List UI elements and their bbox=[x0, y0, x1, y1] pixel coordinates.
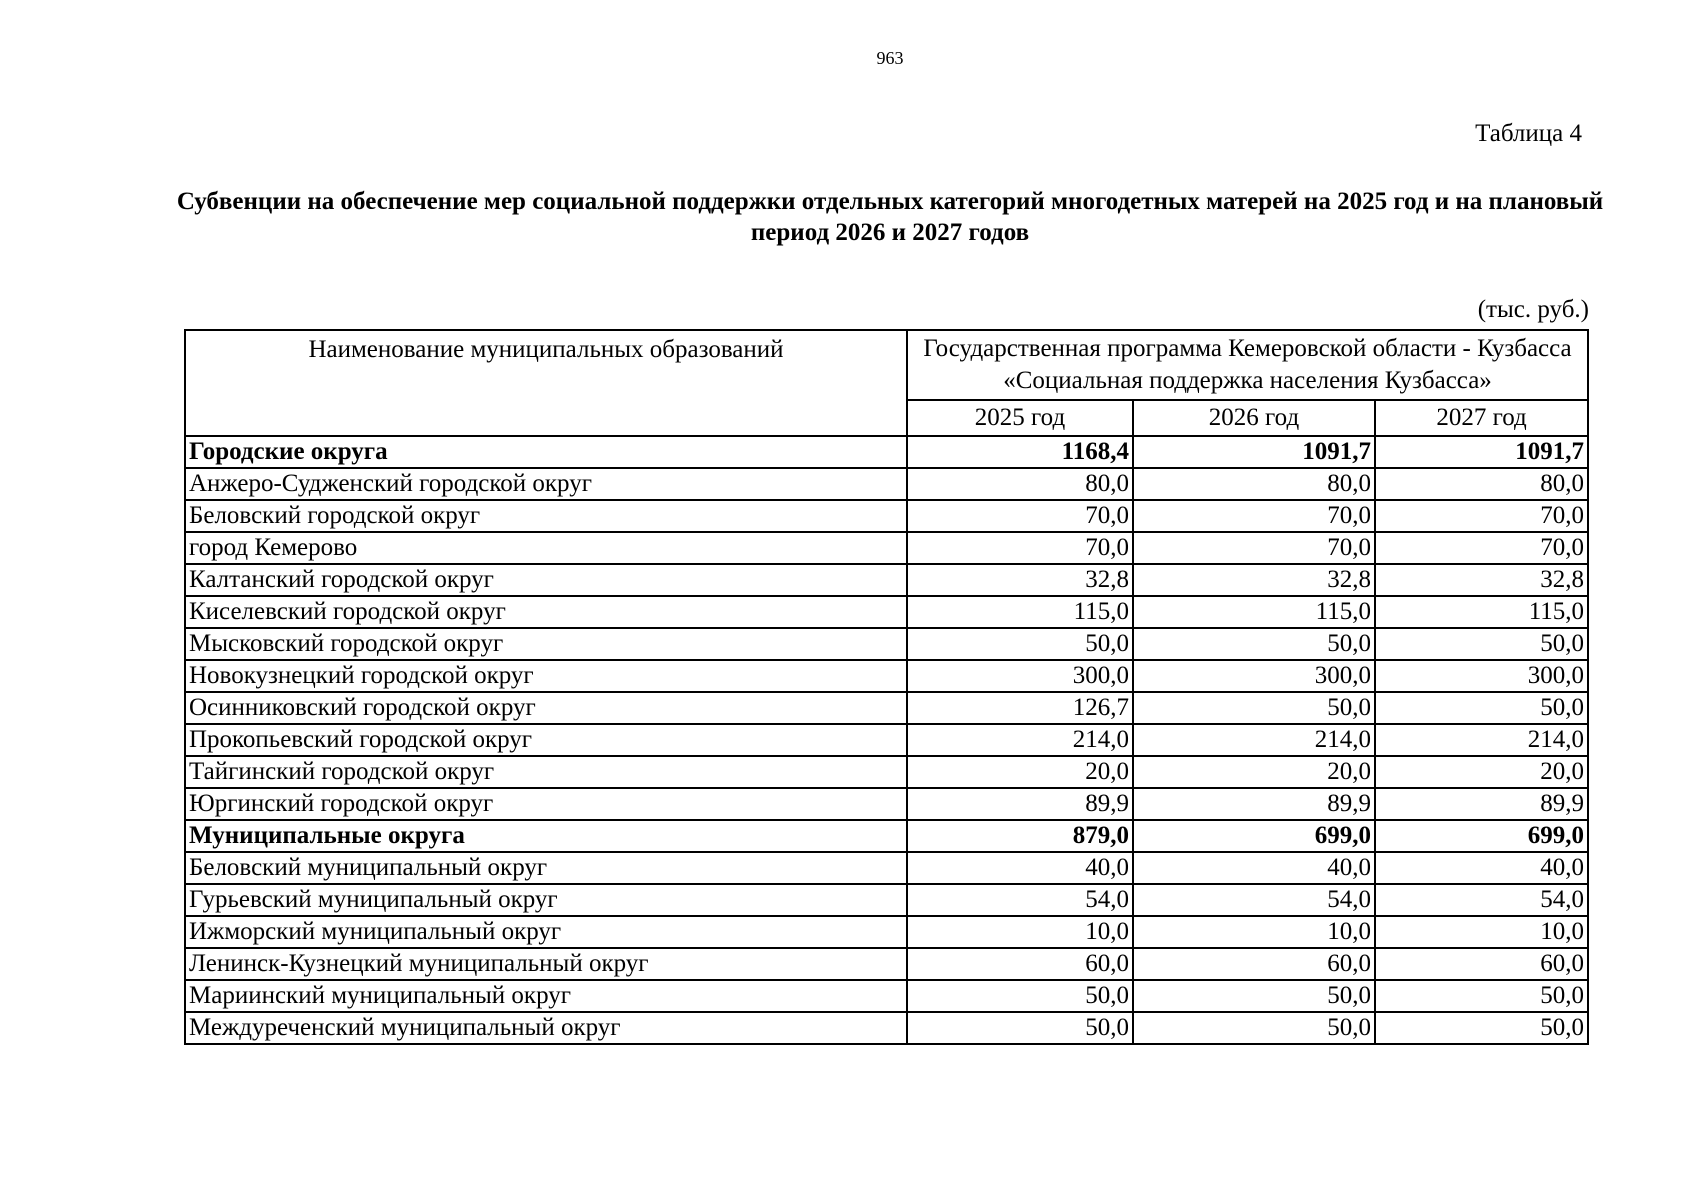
value-2026-cell: 50,0 bbox=[1133, 1012, 1375, 1044]
table-row bbox=[185, 596, 1588, 628]
value-2025-cell: 115,0 bbox=[907, 596, 1133, 628]
subventions-table bbox=[184, 329, 1589, 1045]
value-2025-cell: 1168,4 bbox=[907, 436, 1133, 468]
value-2027-cell: 50,0 bbox=[1375, 1012, 1588, 1044]
table-row bbox=[185, 724, 1588, 756]
header-municipality: Наименование муниципальных образований bbox=[185, 330, 907, 436]
table-body bbox=[185, 436, 1588, 1044]
value-2027-cell: 50,0 bbox=[1375, 980, 1588, 1012]
table-row bbox=[185, 948, 1588, 980]
value-2027-cell: 300,0 bbox=[1375, 660, 1588, 692]
value-2026-cell: 50,0 bbox=[1133, 980, 1375, 1012]
municipality-name-cell: Мысковский городской округ bbox=[185, 628, 907, 660]
table-row bbox=[185, 500, 1588, 532]
value-2026-cell: 54,0 bbox=[1133, 884, 1375, 916]
municipality-name-cell: Гурьевский муниципальный округ bbox=[185, 884, 907, 916]
value-2026-cell: 80,0 bbox=[1133, 468, 1375, 500]
value-2026-cell: 300,0 bbox=[1133, 660, 1375, 692]
municipality-name-cell: Прокопьевский городской округ bbox=[185, 724, 907, 756]
value-2025-cell: 20,0 bbox=[907, 756, 1133, 788]
header-year-2025: 2025 год bbox=[907, 400, 1133, 436]
value-2026-cell: 10,0 bbox=[1133, 916, 1375, 948]
value-2026-cell: 115,0 bbox=[1133, 596, 1375, 628]
value-2027-cell: 54,0 bbox=[1375, 884, 1588, 916]
header-program: Государственная программа Кемеровской области - Кузбасса «Социальная поддержка населения Кузбасса» bbox=[907, 330, 1588, 400]
units-label: (тыс. руб.) bbox=[1477, 296, 1589, 323]
table-row bbox=[185, 532, 1588, 564]
value-2027-cell: 40,0 bbox=[1375, 852, 1588, 884]
value-2025-cell: 70,0 bbox=[907, 532, 1133, 564]
page-number: 963 bbox=[876, 48, 904, 68]
municipality-name-cell: Калтанский городской округ bbox=[185, 564, 907, 596]
value-2027-cell: 32,8 bbox=[1375, 564, 1588, 596]
value-2026-cell: 50,0 bbox=[1133, 692, 1375, 724]
table-row bbox=[185, 1012, 1588, 1044]
value-2025-cell: 10,0 bbox=[907, 916, 1133, 948]
value-2026-cell: 70,0 bbox=[1133, 532, 1375, 564]
value-2025-cell: 60,0 bbox=[907, 948, 1133, 980]
value-2026-cell: 40,0 bbox=[1133, 852, 1375, 884]
value-2026-cell: 50,0 bbox=[1133, 628, 1375, 660]
value-2026-cell: 1091,7 bbox=[1133, 436, 1375, 468]
value-2027-cell: 70,0 bbox=[1375, 500, 1588, 532]
value-2025-cell: 126,7 bbox=[907, 692, 1133, 724]
value-2025-cell: 89,9 bbox=[907, 788, 1133, 820]
value-2027-cell: 70,0 bbox=[1375, 532, 1588, 564]
value-2027-cell: 699,0 bbox=[1375, 820, 1588, 852]
municipality-name-cell: Муниципальные округа bbox=[185, 820, 907, 852]
value-2026-cell: 699,0 bbox=[1133, 820, 1375, 852]
municipality-name-cell: Киселевский городской округ bbox=[185, 596, 907, 628]
value-2026-cell: 60,0 bbox=[1133, 948, 1375, 980]
value-2025-cell: 879,0 bbox=[907, 820, 1133, 852]
table-row bbox=[185, 628, 1588, 660]
value-2027-cell: 115,0 bbox=[1375, 596, 1588, 628]
table-group-row bbox=[185, 820, 1588, 852]
value-2026-cell: 214,0 bbox=[1133, 724, 1375, 756]
table-row bbox=[185, 564, 1588, 596]
table-number: Таблица 4 bbox=[1475, 120, 1582, 147]
value-2026-cell: 70,0 bbox=[1133, 500, 1375, 532]
value-2025-cell: 50,0 bbox=[907, 1012, 1133, 1044]
value-2027-cell: 89,9 bbox=[1375, 788, 1588, 820]
table-row bbox=[185, 660, 1588, 692]
municipality-name-cell: Юргинский городской округ bbox=[185, 788, 907, 820]
municipality-name-cell: город Кемерово bbox=[185, 532, 907, 564]
value-2027-cell: 214,0 bbox=[1375, 724, 1588, 756]
value-2027-cell: 10,0 bbox=[1375, 916, 1588, 948]
municipality-name-cell: Ленинск-Кузнецкий муниципальный округ bbox=[185, 948, 907, 980]
municipality-name-cell: Ижморский муниципальный округ bbox=[185, 916, 907, 948]
table-row bbox=[185, 468, 1588, 500]
table-row bbox=[185, 788, 1588, 820]
municipality-name-cell: Тайгинский городской округ bbox=[185, 756, 907, 788]
table-row bbox=[185, 756, 1588, 788]
value-2027-cell: 80,0 bbox=[1375, 468, 1588, 500]
table-row bbox=[185, 884, 1588, 916]
value-2027-cell: 50,0 bbox=[1375, 692, 1588, 724]
value-2025-cell: 80,0 bbox=[907, 468, 1133, 500]
municipality-name-cell: Мариинский муниципальный округ bbox=[185, 980, 907, 1012]
value-2025-cell: 70,0 bbox=[907, 500, 1133, 532]
value-2025-cell: 50,0 bbox=[907, 628, 1133, 660]
municipality-name-cell: Осинниковский городской округ bbox=[185, 692, 907, 724]
value-2026-cell: 20,0 bbox=[1133, 756, 1375, 788]
municipality-name-cell: Беловский городской округ bbox=[185, 500, 907, 532]
municipality-name-cell: Анжеро-Судженский городской округ bbox=[185, 468, 907, 500]
header-year-2027: 2027 год bbox=[1375, 400, 1588, 436]
table-header-row bbox=[185, 330, 1588, 400]
value-2027-cell: 1091,7 bbox=[1375, 436, 1588, 468]
value-2027-cell: 60,0 bbox=[1375, 948, 1588, 980]
table-row bbox=[185, 980, 1588, 1012]
value-2027-cell: 50,0 bbox=[1375, 628, 1588, 660]
value-2026-cell: 32,8 bbox=[1133, 564, 1375, 596]
value-2025-cell: 32,8 bbox=[907, 564, 1133, 596]
value-2027-cell: 20,0 bbox=[1375, 756, 1588, 788]
value-2026-cell: 89,9 bbox=[1133, 788, 1375, 820]
value-2025-cell: 54,0 bbox=[907, 884, 1133, 916]
document-title: Субвенции на обеспечение мер социальной поддержки отдельных категорий многодетных матерей на 2025 год и на плановый период 2026 и 2027 годов bbox=[176, 188, 1604, 246]
municipality-name-cell: Беловский муниципальный округ bbox=[185, 852, 907, 884]
municipality-name-cell: Междуреченский муниципальный округ bbox=[185, 1012, 907, 1044]
table-group-row bbox=[185, 436, 1588, 468]
table-row bbox=[185, 692, 1588, 724]
value-2025-cell: 50,0 bbox=[907, 980, 1133, 1012]
table-row bbox=[185, 916, 1588, 948]
value-2025-cell: 214,0 bbox=[907, 724, 1133, 756]
value-2025-cell: 40,0 bbox=[907, 852, 1133, 884]
table-row bbox=[185, 852, 1588, 884]
value-2025-cell: 300,0 bbox=[907, 660, 1133, 692]
municipality-name-cell: Новокузнецкий городской округ bbox=[185, 660, 907, 692]
municipality-name-cell: Городские округа bbox=[185, 436, 907, 468]
header-year-2026: 2026 год bbox=[1133, 400, 1375, 436]
